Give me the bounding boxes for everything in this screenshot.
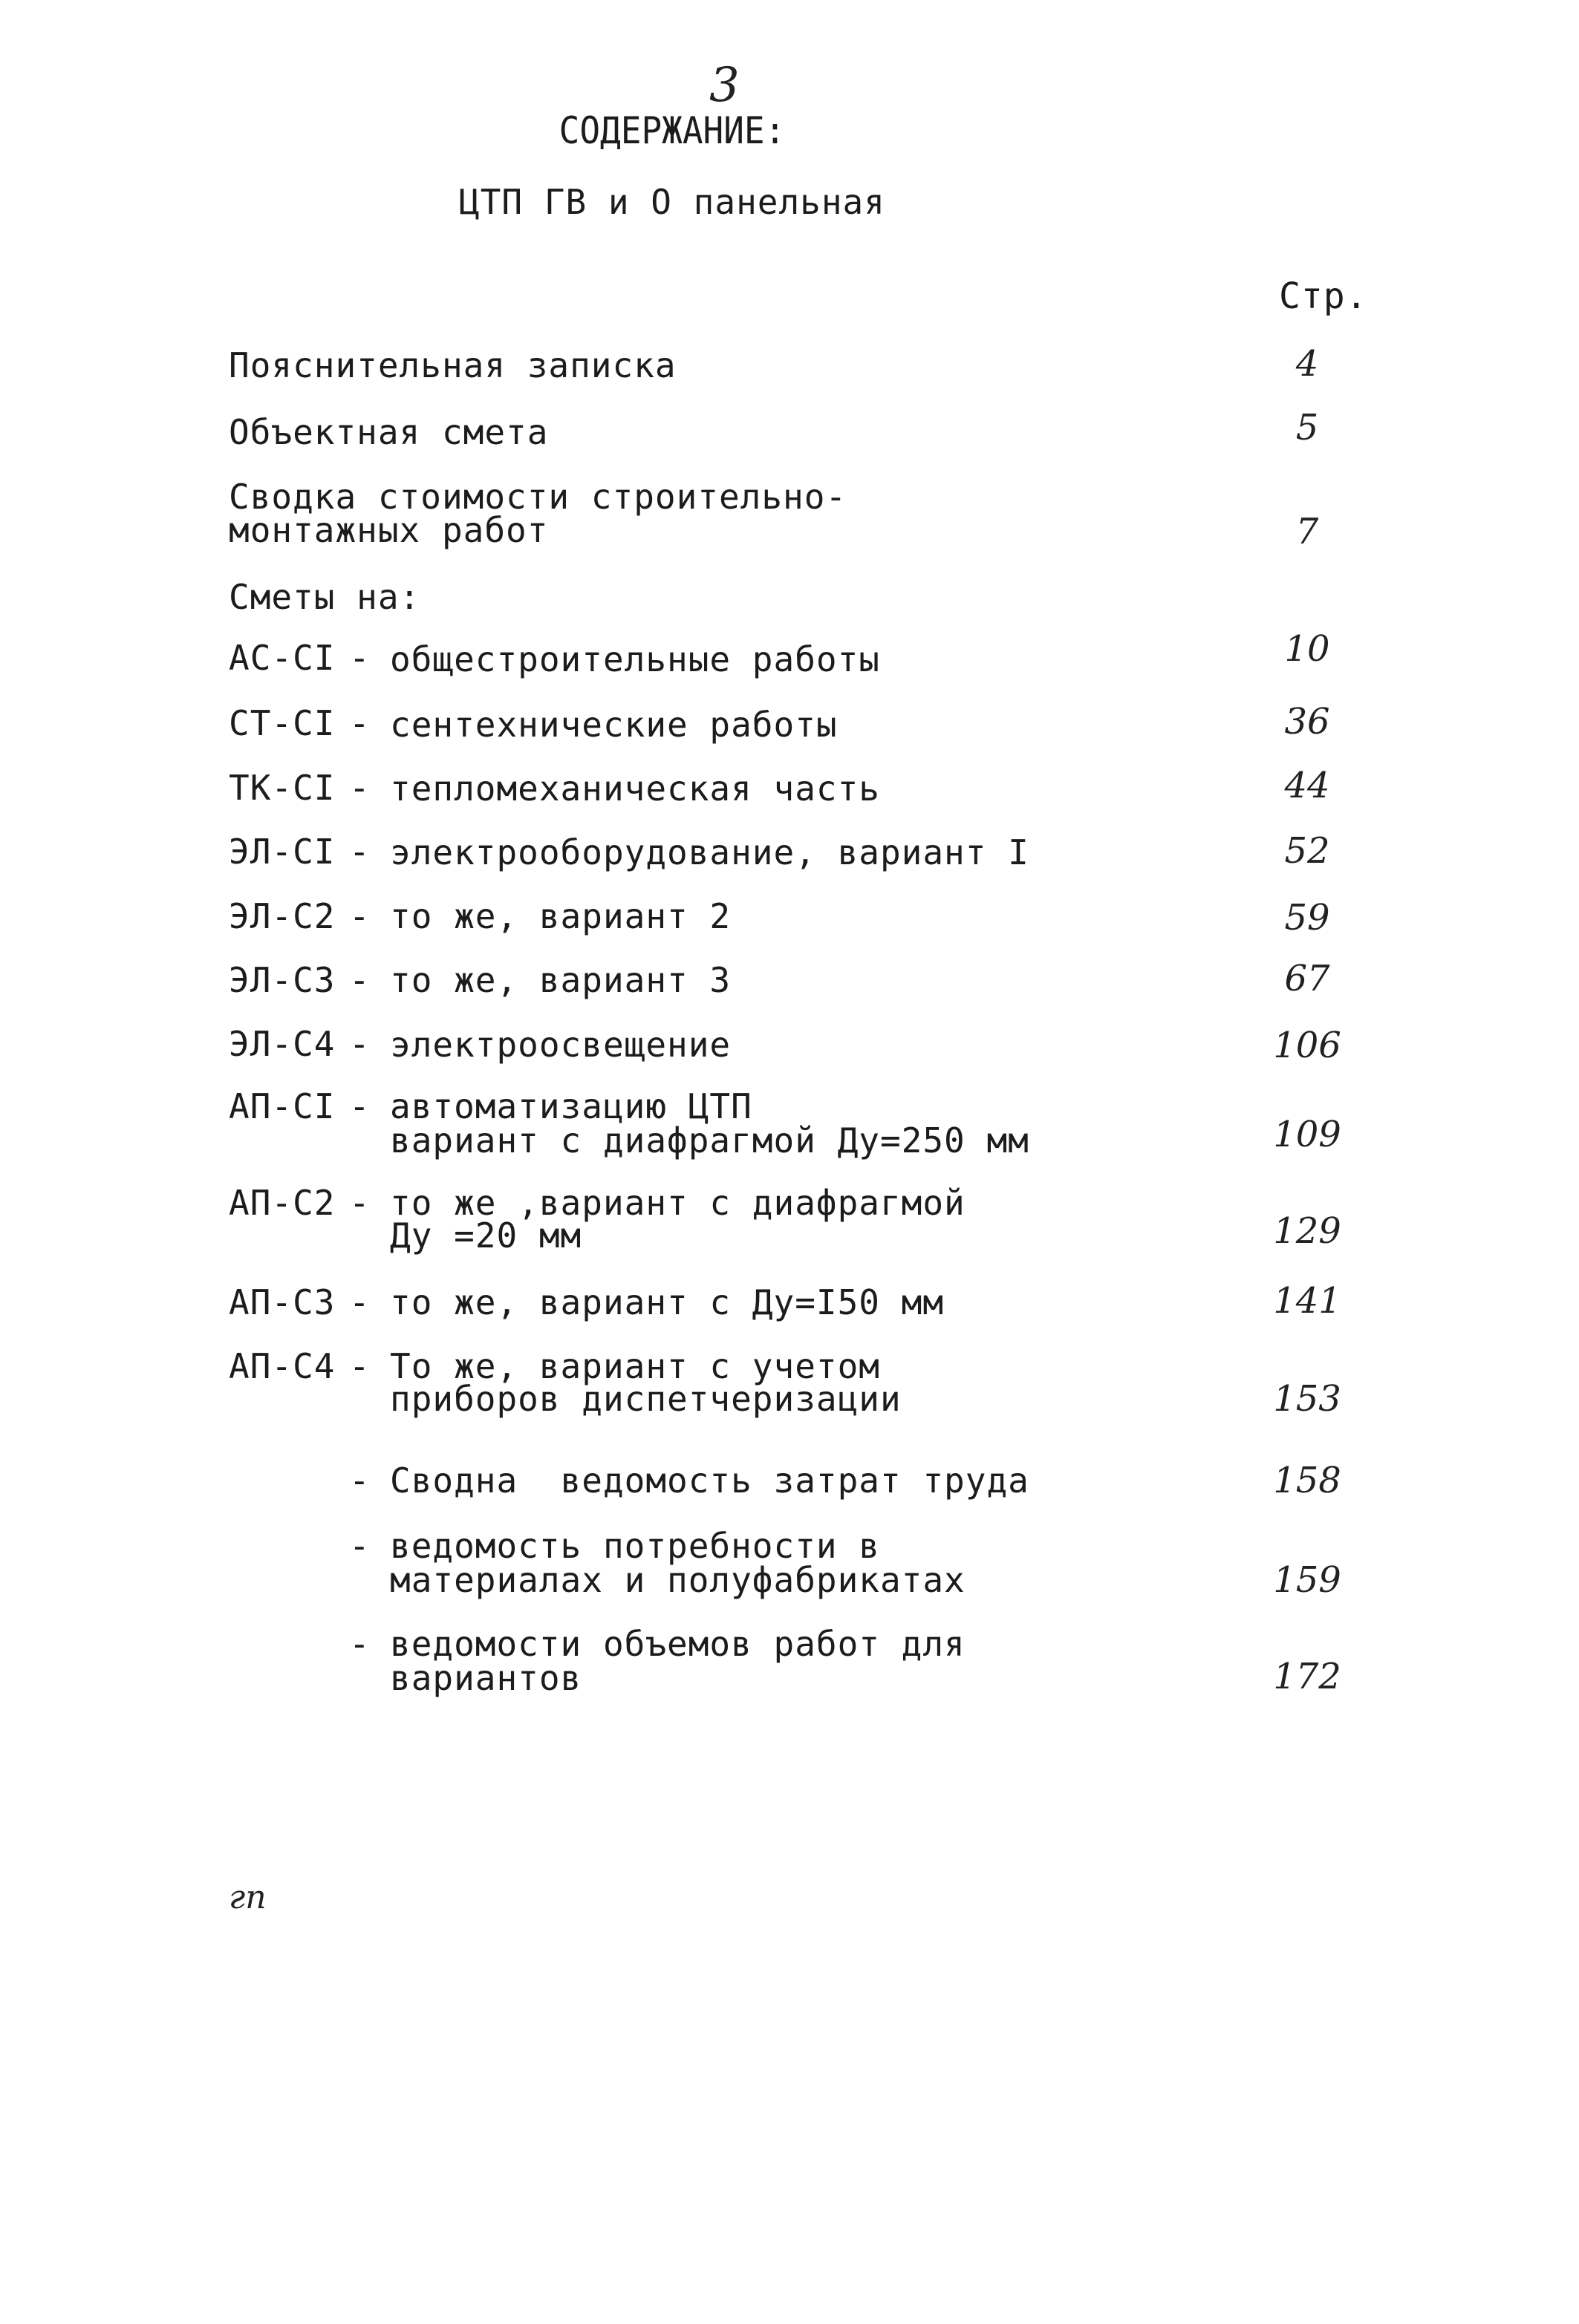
- entry-dash: -: [349, 1526, 371, 1566]
- estimate-page: 141: [1273, 1280, 1341, 1322]
- page-number: 3: [709, 58, 740, 113]
- summary-description: материалах и полуфабрикатах: [390, 1560, 966, 1600]
- entry-dash: -: [349, 768, 371, 808]
- estimates-label: Сметы на:: [229, 577, 421, 617]
- estimate-page: 106: [1273, 1025, 1341, 1066]
- estimate-page: 44: [1284, 765, 1330, 806]
- estimate-code: АП-С3: [229, 1282, 336, 1322]
- estimate-description: сентехнические работы: [390, 705, 838, 745]
- estimate-code: АП-СI: [229, 1086, 336, 1126]
- estimate-description: автоматизацию ЦТП: [390, 1086, 752, 1126]
- estimate-code: АП-С2: [229, 1183, 336, 1223]
- estimate-description: общестроительные работы: [390, 639, 880, 679]
- entry-dash: -: [349, 1024, 371, 1064]
- estimate-description: то же, вариант 2: [390, 896, 732, 936]
- toc-entry-cost-summary-line1: Сводка стоимости строительно-: [229, 477, 847, 517]
- toc-page-explanatory-note: 4: [1295, 343, 1319, 385]
- toc-page-cost-summary: 7: [1295, 511, 1319, 552]
- footer-mark: гп: [229, 1879, 267, 1916]
- entry-dash: -: [349, 1183, 371, 1223]
- estimate-code: СТ-СI: [229, 703, 336, 743]
- estimate-description: тепломеханическая часть: [390, 768, 880, 809]
- toc-page-object-estimate: 5: [1295, 407, 1319, 448]
- page-subtitle: ЦТП ГВ и О панельная: [459, 182, 885, 222]
- summary-description: ведомость потребности в: [390, 1526, 880, 1566]
- entry-dash: -: [349, 1346, 371, 1386]
- estimate-code: АП-С4: [229, 1346, 336, 1386]
- estimate-code: ЭЛ-С2: [229, 896, 336, 936]
- entry-dash: -: [349, 1624, 371, 1664]
- summary-description: ведомости объемов работ для: [390, 1624, 966, 1664]
- estimate-page: 59: [1284, 897, 1330, 939]
- estimate-description: То же, вариант с учетом: [390, 1346, 880, 1386]
- entry-dash: -: [349, 896, 371, 936]
- estimate-description: то же, вариант с Ду=I50 мм: [390, 1282, 945, 1322]
- estimate-page: 36: [1284, 701, 1330, 742]
- summary-description: вариантов: [390, 1658, 582, 1698]
- entry-dash: -: [349, 1086, 371, 1126]
- estimate-page: 52: [1284, 830, 1330, 872]
- estimate-description: электроосвещение: [390, 1025, 732, 1065]
- estimate-page: 109: [1273, 1114, 1341, 1155]
- entry-dash: -: [349, 960, 371, 1000]
- entry-dash: -: [349, 832, 371, 872]
- estimate-description: электрооборудование, вариант I: [390, 832, 1029, 872]
- estimate-code: ТК-СI: [229, 768, 336, 808]
- entry-dash: -: [349, 703, 371, 743]
- toc-entry-cost-summary-line2: монтажных работ: [229, 510, 549, 550]
- entry-dash: -: [349, 1282, 371, 1322]
- entry-dash: -: [349, 638, 371, 678]
- estimate-code: ЭЛ-СI: [229, 832, 336, 872]
- summary-page: 158: [1273, 1460, 1341, 1501]
- estimate-page: 10: [1284, 628, 1330, 670]
- summary-description: Сводна ведомость затрат труда: [390, 1460, 1029, 1501]
- page-title: СОДЕРЖАНИЕ:: [559, 109, 786, 152]
- toc-entry-object-estimate: Объектная смета: [229, 412, 549, 452]
- estimate-page: 129: [1273, 1210, 1341, 1252]
- summary-page: 172: [1273, 1656, 1341, 1697]
- summary-page: 159: [1273, 1559, 1341, 1601]
- estimate-code: ЭЛ-С3: [229, 960, 336, 1000]
- estimate-code: АС-СI: [229, 638, 336, 678]
- estimate-description: то же, вариант 3: [390, 960, 732, 1000]
- estimate-description: Ду =20 мм: [390, 1215, 582, 1256]
- page-column-header: Стр.: [1279, 275, 1368, 317]
- estimate-description: вариант с диафрагмой Ду=250 мм: [390, 1120, 1029, 1161]
- toc-entry-explanatory-note: Пояснительная записка: [229, 345, 677, 385]
- estimate-code: ЭЛ-С4: [229, 1024, 336, 1064]
- estimate-description: приборов диспетчеризации: [390, 1379, 902, 1419]
- estimate-page: 67: [1284, 958, 1330, 999]
- entry-dash: -: [349, 1460, 371, 1501]
- estimate-description: то же ,вариант с диафрагмой: [390, 1183, 966, 1223]
- estimate-page: 153: [1273, 1378, 1341, 1420]
